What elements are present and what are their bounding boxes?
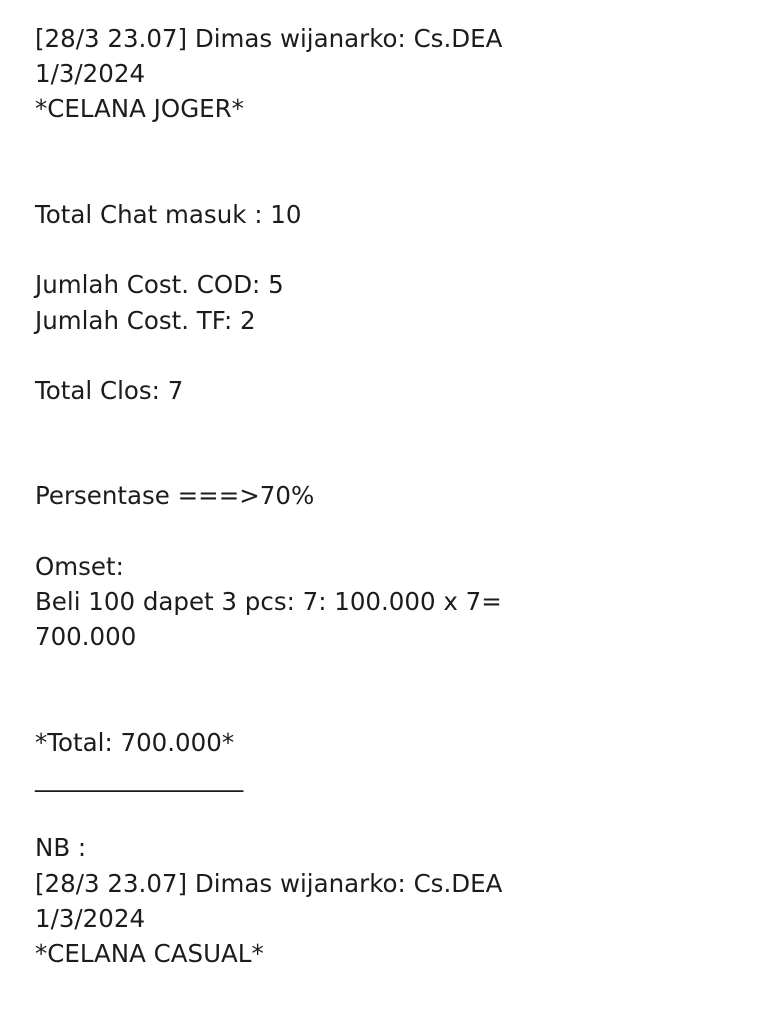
cod-count-line: Jumlah Cost. COD: 5 [35, 270, 284, 300]
blank-line [35, 408, 735, 443]
message-date-line: 1/3/2024 [35, 59, 146, 89]
grand-total-line: *Total: 700.000* [35, 727, 235, 757]
blank-line [35, 795, 735, 830]
product-title-line-2: *CELANA CASUAL* [35, 938, 264, 968]
blank-line [35, 443, 735, 478]
message-header-line-2: [28/3 23.07] Dimas wijanarko: Cs.DEA [35, 868, 503, 898]
blank-line [35, 654, 735, 689]
chat-message-text [35, 21, 735, 971]
percentage-line: Persentase ===>70% [35, 481, 315, 511]
blank-line [35, 232, 735, 267]
separator-line: _________________ [35, 762, 244, 792]
omset-label-line: Omset: [35, 551, 124, 581]
total-closing-line: Total Clos: 7 [35, 375, 184, 405]
message-header-line: [28/3 23.07] Dimas wijanarko: Cs.DEA [35, 24, 503, 53]
omset-detail-line: Beli 100 dapet 3 pcs: 7: 100.000 x 7= [35, 587, 502, 616]
product-title-line: *CELANA JOGER* [35, 94, 244, 124]
blank-line [35, 514, 735, 549]
omset-result-line: 700.000 [35, 622, 137, 652]
total-chat-line: Total Chat masuk : 10 [35, 199, 302, 229]
blank-line [35, 690, 735, 725]
tf-count-line: Jumlah Cost. TF: 2 [35, 305, 256, 335]
nb-label-line: NB : [35, 833, 87, 863]
message-date-line-2: 1/3/2024 [35, 903, 146, 933]
blank-line [35, 127, 735, 162]
blank-line [35, 162, 735, 197]
blank-line [35, 338, 735, 373]
